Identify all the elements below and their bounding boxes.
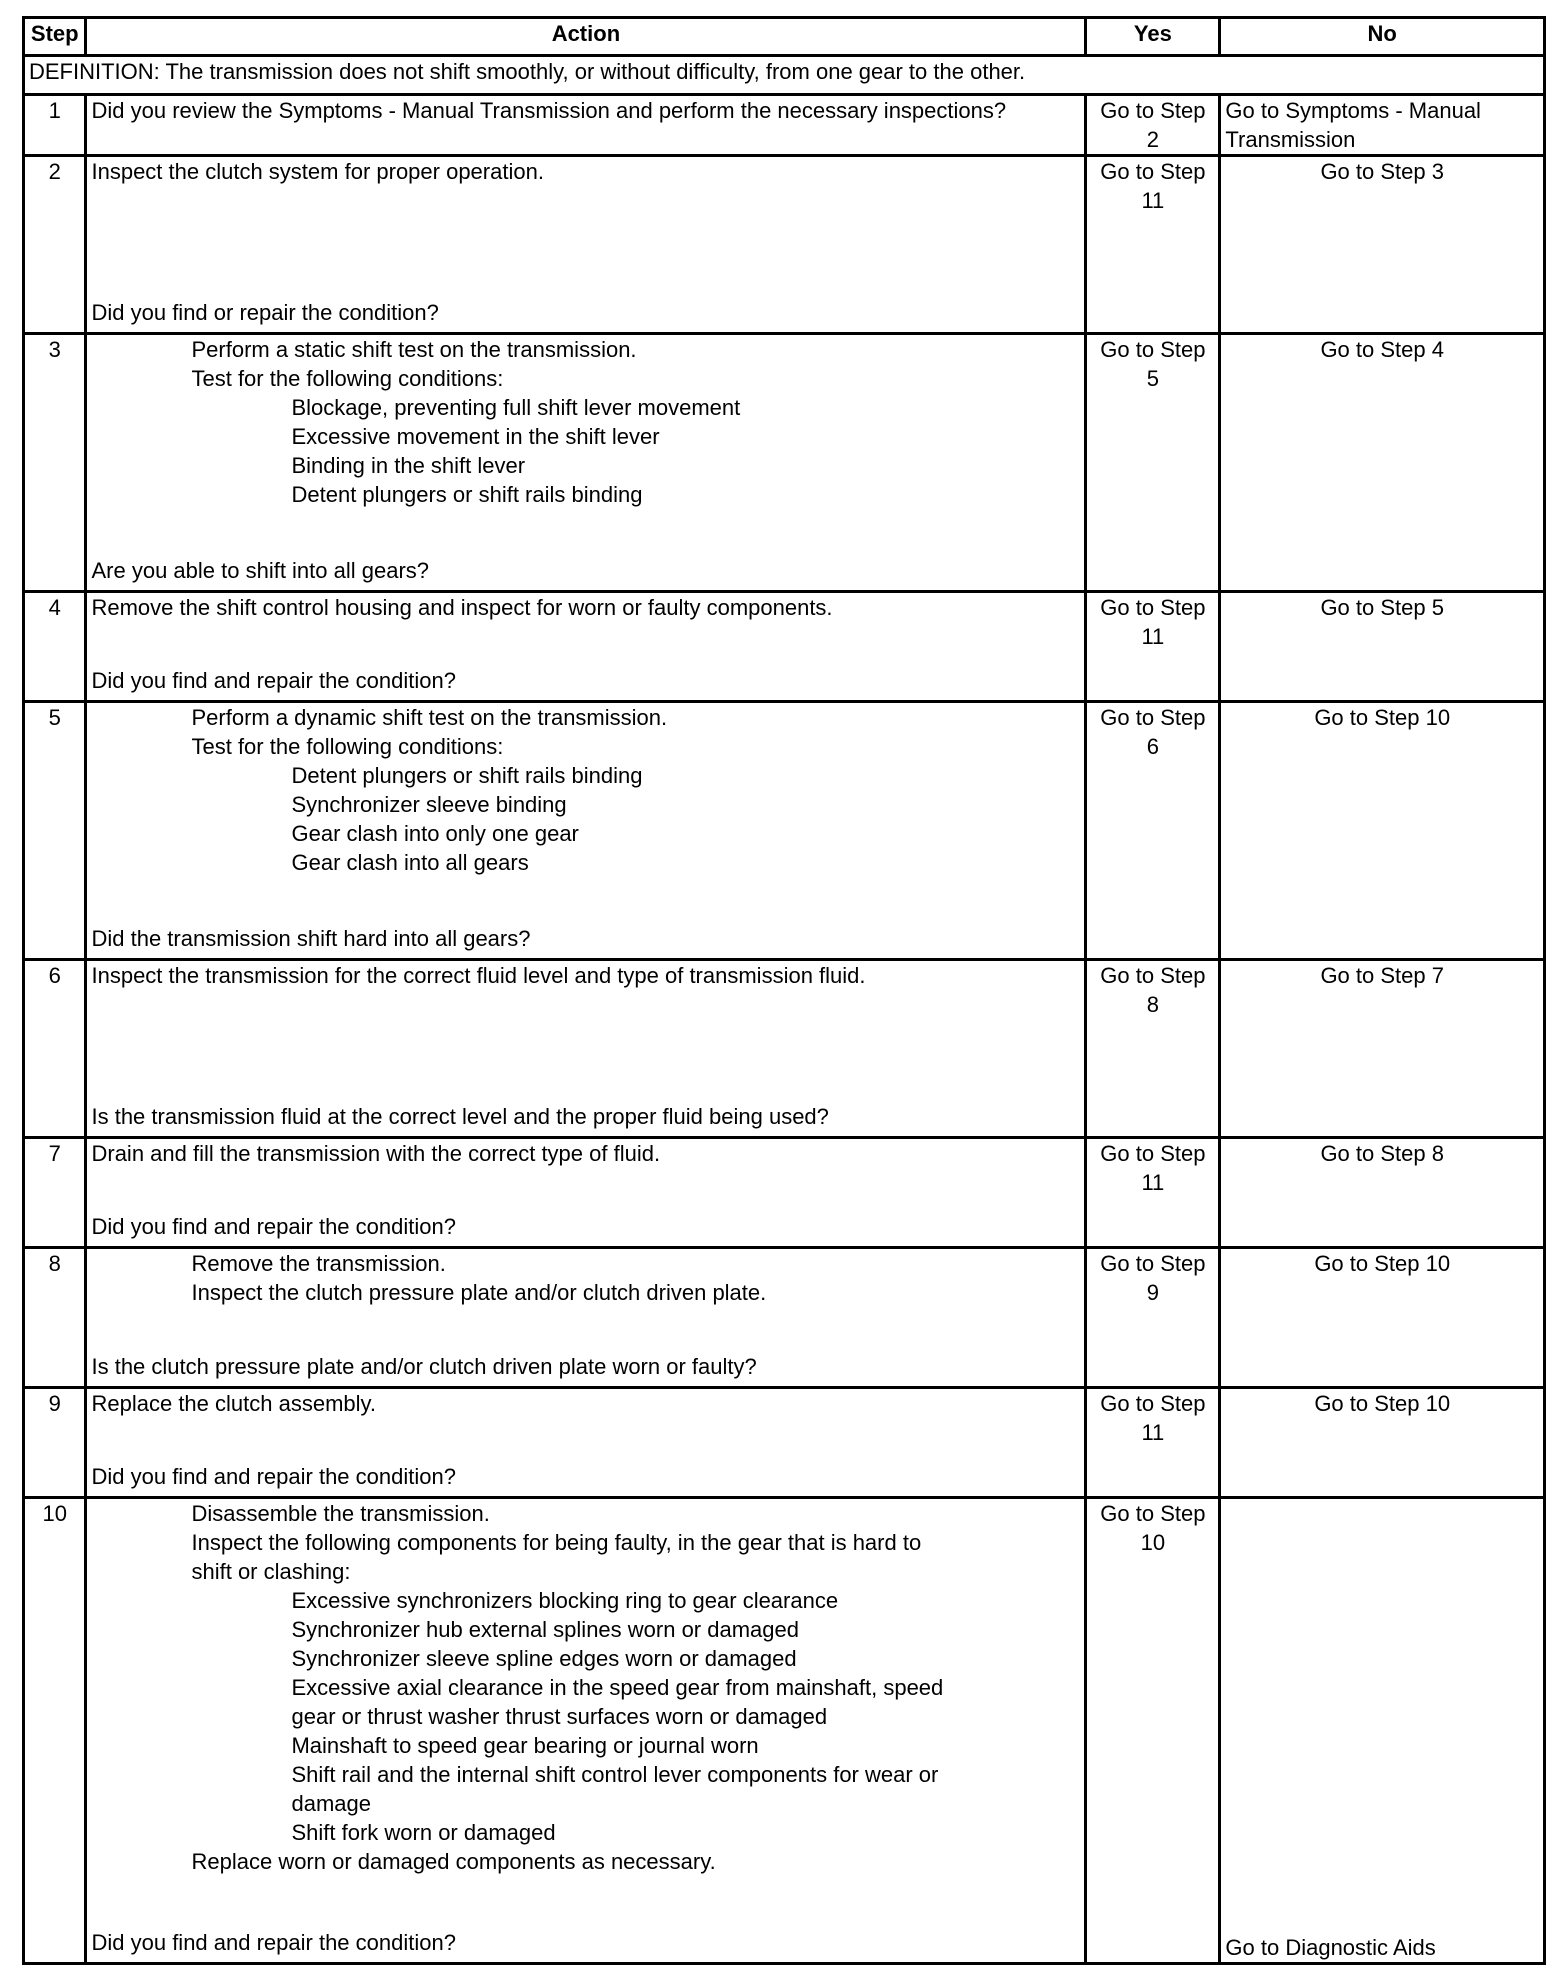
step-number: 2 [24,156,86,334]
action-line: Replace worn or damaged components as necessary. [191,1849,716,1874]
no-cell: Go to Diagnostic Aids [1220,1498,1545,1964]
yes-cell: Go to Step 8 [1086,960,1220,1138]
action-line: Test for the following conditions: [191,734,504,759]
yes-cell: Go to Step 11 [1086,1388,1220,1498]
action-line: Disassemble the transmission. [191,1501,490,1526]
step-number: 5 [24,702,86,960]
action-line: Remove the transmission. [191,1251,446,1276]
action-line: Gear clash into only one gear [291,821,579,846]
action-line: Did you review the Symptoms - Manual Transmission and perform the necessary inspections? [91,98,1007,123]
action-line: Replace the clutch assembly. [91,1391,376,1416]
action-line: Excessive movement in the shift lever [291,424,660,449]
action-line: Synchronizer sleeve binding [291,792,567,817]
action-cell [86,1138,1086,1248]
step-number: 7 [24,1138,86,1248]
action-question: Did you find and repair the condition? [91,1930,456,1955]
action-cell [86,1498,1086,1964]
action-line: Inspect the following components for being faulty, in the gear that is hard to [191,1530,922,1555]
action-line: Gear clash into all gears [291,850,529,875]
no-cell: Go to Step 10 [1220,1388,1545,1498]
yes-cell: Go to Step 5 [1086,334,1220,592]
no-cell: Go to Step 7 [1220,960,1545,1138]
yes-cell: Go to Step 11 [1086,592,1220,702]
action-line: Shift fork worn or damaged [291,1820,556,1845]
header-action: Action [86,18,1086,56]
yes-cell: Go to Step 6 [1086,702,1220,960]
action-question: Is the clutch pressure plate and/or clutch driven plate worn or faulty? [91,1354,757,1379]
table-row [24,156,1545,334]
yes-cell: Go to Step 11 [1086,156,1220,334]
table-row [24,1138,1545,1248]
table-row [24,95,1545,156]
header-yes: Yes [1086,18,1220,56]
action-line: Synchronizer sleeve spline edges worn or damaged [291,1646,797,1671]
table-row [24,592,1545,702]
header-row [24,18,1545,56]
action-cell [86,156,1086,334]
table-row [24,1498,1545,1964]
no-cell: Go to Step 3 [1220,156,1545,334]
action-question: Did you find and repair the condition? [91,1464,456,1489]
action-line: Binding in the shift lever [291,453,526,478]
no-cell: Go to Step 5 [1220,592,1545,702]
no-cell: Go to Step 10 [1220,702,1545,960]
no-cell: Go to Step 4 [1220,334,1545,592]
step-number: 4 [24,592,86,702]
action-line: Detent plungers or shift rails binding [291,763,643,788]
header-step: Step [24,18,86,56]
action-line: Mainshaft to speed gear bearing or journal worn [291,1733,759,1758]
action-line: damage [291,1791,371,1816]
action-line: shift or clashing: [191,1559,351,1584]
action-line: Blockage, preventing full shift lever movement [291,395,741,420]
action-cell [86,702,1086,960]
step-number: 10 [24,1498,86,1964]
step-number: 3 [24,334,86,592]
action-cell [86,960,1086,1138]
action-line: Synchronizer hub external splines worn or damaged [291,1617,799,1642]
action-line: Perform a static shift test on the transmission. [191,337,637,362]
action-line: Test for the following conditions: [191,366,504,391]
definition-row [24,56,1545,95]
action-cell [86,1388,1086,1498]
action-question: Did you find or repair the condition? [91,300,439,325]
no-cell: Go to Symptoms - Manual Transmission [1220,95,1545,156]
action-question: Did you find and repair the condition? [91,1214,456,1239]
action-line: Inspect the transmission for the correct fluid level and type of transmission fluid. [91,963,866,988]
step-number: 8 [24,1248,86,1388]
definition-text: DEFINITION: The transmission does not shift smoothly, or without difficulty, from one gear to the other. [24,56,1545,95]
step-number: 1 [24,95,86,156]
table-row [24,960,1545,1138]
action-cell [86,1248,1086,1388]
table-row [24,1388,1545,1498]
action-line: Perform a dynamic shift test on the transmission. [191,705,668,730]
action-line: gear or thrust washer thrust surfaces worn or damaged [291,1704,828,1729]
step-number: 6 [24,960,86,1138]
yes-cell: Go to Step 11 [1086,1138,1220,1248]
action-question: Did the transmission shift hard into all gears? [91,926,531,951]
no-cell: Go to Step 8 [1220,1138,1545,1248]
yes-cell: Go to Step 10 [1086,1498,1220,1964]
action-line: Detent plungers or shift rails binding [291,482,643,507]
action-line: Drain and fill the transmission with the correct type of fluid. [91,1141,661,1166]
table-row [24,334,1545,592]
action-line: Excessive synchronizers blocking ring to gear clearance [291,1588,839,1613]
step-number: 9 [24,1388,86,1498]
action-line: Excessive axial clearance in the speed gear from mainshaft, speed [291,1675,944,1700]
action-line: Remove the shift control housing and inspect for worn or faulty components. [91,595,833,620]
action-cell [86,592,1086,702]
action-cell [86,95,1086,156]
table-row [24,702,1545,960]
yes-cell: Go to Step 9 [1086,1248,1220,1388]
action-cell [86,334,1086,592]
diagnostic-table [22,16,1546,1965]
action-line: Inspect the clutch pressure plate and/or clutch driven plate. [191,1280,767,1305]
action-line: Inspect the clutch system for proper operation. [91,159,544,184]
action-line: Shift rail and the internal shift control lever components for wear or [291,1762,939,1787]
table-row [24,1248,1545,1388]
action-question: Are you able to shift into all gears? [91,558,430,583]
action-question: Is the transmission fluid at the correct level and the proper fluid being used? [91,1104,829,1129]
action-question: Did you find and repair the condition? [91,668,456,693]
yes-cell: Go to Step 2 [1086,95,1220,156]
no-cell: Go to Step 10 [1220,1248,1545,1388]
header-no: No [1220,18,1545,56]
